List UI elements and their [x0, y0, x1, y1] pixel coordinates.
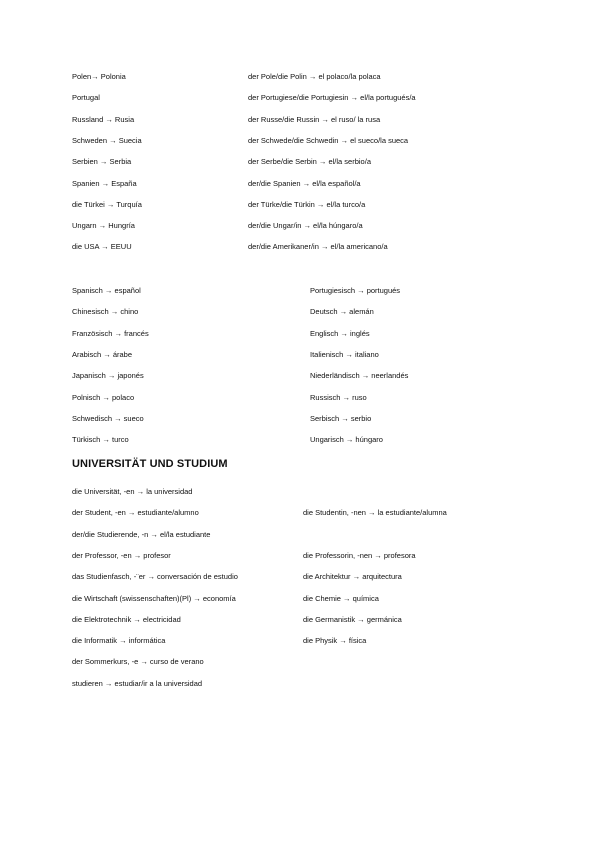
- language-row-right: Italienisch → italiano: [310, 349, 379, 359]
- university-row-left: die Informatik → informática: [72, 636, 166, 646]
- language-row: [0, 391, 600, 405]
- language-row-left: Japanisch → japonés: [72, 371, 144, 381]
- language-row: [0, 369, 600, 383]
- country-row-left: Serbien → Serbia: [72, 157, 132, 167]
- language-row: [0, 412, 600, 426]
- country-row-right: der Portugiese/die Portugiesin → el/la portugués/a: [248, 93, 416, 103]
- language-row-left: Arabisch → árabe: [72, 349, 133, 359]
- country-row: [0, 113, 600, 127]
- country-row: [0, 198, 600, 212]
- country-row-right: der Pole/die Polin → el polaco/la polaca: [248, 72, 381, 81]
- university-row-left: der Sommerkurs, -e → curso de verano: [72, 657, 204, 667]
- language-row-left: Chinesisch → chino: [72, 307, 139, 317]
- language-row-right: Serbisch → serbio: [310, 413, 372, 423]
- university-row: [0, 634, 600, 648]
- university-row-right: die Studentin, -nen → la estudiante/alumna: [303, 508, 447, 518]
- country-row-left: die Türkei → Turquía: [72, 199, 142, 209]
- university-row-left: studieren → estudiar/ir a la universidad: [72, 678, 203, 688]
- university-row-left: der Student, -en → estudiante/alumno: [72, 508, 199, 518]
- country-row-left: Russland → Rusia: [72, 114, 135, 124]
- university-row-right: die Germanistik → germánica: [303, 614, 402, 624]
- language-row: [0, 305, 600, 319]
- country-row-left: Spanien → España: [72, 178, 137, 188]
- language-row: [0, 433, 600, 447]
- language-row-left: Schwedisch → sueco: [72, 413, 144, 423]
- university-row: [0, 677, 600, 691]
- country-row-right: der/die Spanien → el/la español/a: [248, 178, 361, 188]
- university-row: [0, 655, 600, 669]
- university-row: [0, 570, 600, 584]
- university-row-right: die Chemie → química: [303, 593, 379, 603]
- country-row-left: Polen→ Polonia: [72, 72, 126, 81]
- university-row: [0, 549, 600, 563]
- language-row-right: Deutsch → alemán: [310, 307, 374, 317]
- country-row: [0, 134, 600, 148]
- university-row: [0, 592, 600, 606]
- university-row: [0, 613, 600, 627]
- country-row-left: Ungarn → Hungría: [72, 221, 135, 231]
- language-row: [0, 284, 600, 298]
- country-row-left: Schweden → Suecia: [72, 135, 142, 145]
- country-row: [0, 177, 600, 191]
- country-row-right: der Russe/die Russin → el ruso/ la rusa: [248, 114, 381, 124]
- country-row: [0, 155, 600, 169]
- country-row-right: der Schwede/die Schwedin → el sueco/la sueca: [248, 135, 409, 145]
- language-row-right: Englisch → inglés: [310, 328, 370, 338]
- university-row-right: die Professorin, -nen → profesora: [303, 550, 416, 560]
- university-row-left: der Professor, -en → profesor: [72, 550, 171, 560]
- country-row-right: der/die Amerikaner/in → el/la americano/a: [248, 242, 388, 252]
- university-row-right: die Architektur → arquitectura: [303, 572, 402, 582]
- country-row-left: Portugal: [72, 93, 100, 103]
- university-row: [0, 528, 600, 542]
- language-row-right: Ungarisch → húngaro: [310, 435, 383, 445]
- country-row-right: der/die Ungar/in → el/la húngaro/a: [248, 221, 363, 231]
- country-row-right: der Serbe/die Serbin → el/la serbio/a: [248, 157, 371, 167]
- university-row-left: der/die Studierende, -n → el/la estudiante: [72, 529, 211, 539]
- language-row: [0, 327, 600, 341]
- country-row: [0, 70, 600, 84]
- language-row-right: Russisch → ruso: [310, 392, 367, 402]
- country-row: [0, 240, 600, 254]
- university-row: [0, 485, 600, 499]
- language-row-right: Niederländisch → neerlandés: [310, 371, 409, 381]
- country-row: [0, 91, 600, 105]
- language-row-right: Portugiesisch → portugués: [310, 286, 401, 295]
- university-row-left: das Studienfasch, -¨er → conversación de estudio: [72, 572, 238, 582]
- section-title: UNIVERSITÄT UND STUDIUM: [72, 458, 228, 470]
- language-row: [0, 348, 600, 362]
- language-row-left: Polnisch → polaco: [72, 392, 135, 402]
- country-row: [0, 219, 600, 233]
- language-row-left: Französisch → francés: [72, 328, 149, 338]
- language-row-left: Spanisch → español: [72, 286, 141, 295]
- country-row-left: die USA → EEUU: [72, 242, 132, 252]
- country-row-right: der Türke/die Türkin → el/la turco/a: [248, 199, 366, 209]
- language-row-left: Türkisch → turco: [72, 435, 129, 445]
- university-row-right: die Physik → física: [303, 636, 367, 646]
- university-row-left: die Wirtschaft (swissenschaften)(Pl) → economía: [72, 593, 236, 603]
- university-row: [0, 506, 600, 520]
- university-row-left: die Elektrotechnik → electricidad: [72, 614, 181, 624]
- university-row-left: die Universität, -en → la universidad: [72, 487, 193, 496]
